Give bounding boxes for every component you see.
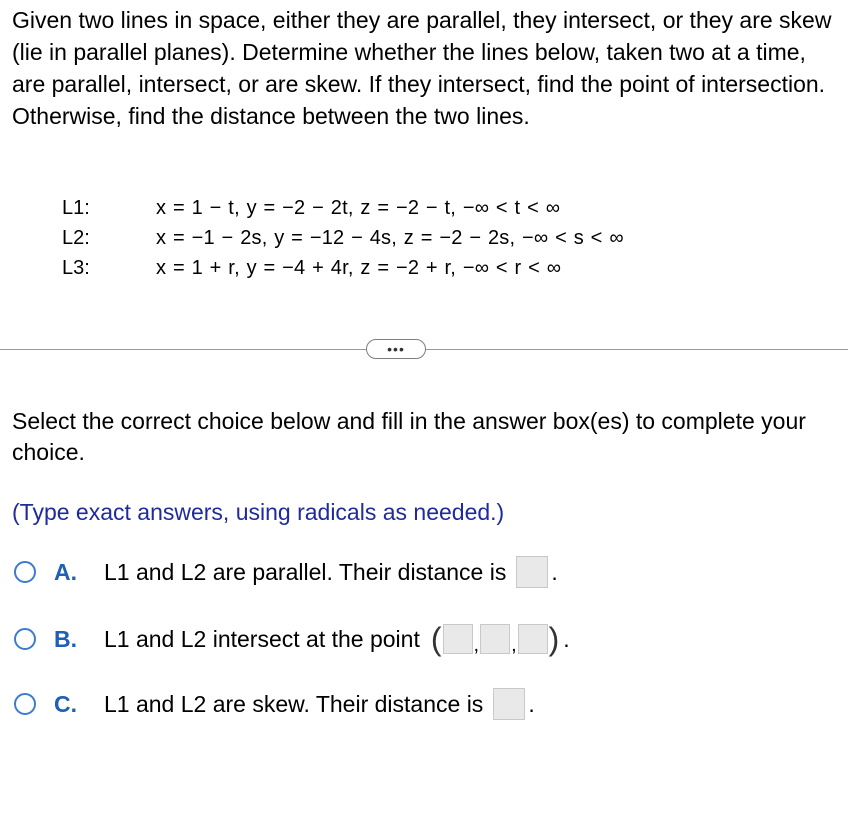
line-equation: x = 1 + r, y = −4 + 4r, z = −2 + r, −∞ < r < ∞ — [156, 257, 562, 279]
line-label: L1: — [62, 197, 90, 219]
line-label: L3: — [62, 257, 90, 279]
line-row-l3 — [62, 253, 624, 283]
point-x-answer-box[interactable] — [443, 624, 473, 654]
choice-letter: A. — [54, 558, 77, 585]
distance-answer-box[interactable] — [516, 556, 548, 588]
choice-text: L1 and L2 intersect at the point — [104, 625, 420, 652]
period: . — [528, 690, 535, 717]
close-paren: ) — [548, 621, 560, 657]
choice-a-radio[interactable] — [14, 561, 36, 583]
instruction-text: Select the correct choice below and fill in the answer box(es) to complete your choice. — [12, 408, 806, 465]
line-label: L2: — [62, 227, 90, 249]
choice-text: L1 and L2 are skew. Their distance is — [104, 690, 484, 717]
period: . — [563, 625, 570, 652]
choice-b-radio[interactable] — [14, 628, 36, 650]
line-equation: x = 1 − t, y = −2 − 2t, z = −2 − t, −∞ < t < ∞ — [156, 197, 561, 219]
line-row-l1 — [62, 193, 624, 223]
choice-letter: B. — [54, 625, 77, 652]
problem-prompt: Given two lines in space, either they are parallel, they intersect, or they are skew (lie in parallel planes). Determine whether the lines below, taken two at a time, are parallel, intersect, or are skew. If they intersect, find the point of intersection. Otherwise, find the distance between the two lines. — [12, 7, 832, 129]
distance-answer-box[interactable] — [493, 688, 525, 720]
comma: , — [511, 634, 517, 656]
point-z-answer-box[interactable] — [518, 624, 548, 654]
choice-a[interactable] — [14, 555, 558, 589]
choice-c[interactable] — [14, 687, 535, 721]
choice-letter: C. — [54, 690, 77, 717]
line-equation: x = −1 − 2s, y = −12 − 4s, z = −2 − 2s, −∞ < s < ∞ — [156, 227, 624, 249]
answer-format-note: (Type exact answers, using radicals as needed.) — [12, 499, 505, 525]
comma: , — [473, 634, 480, 656]
expand-button[interactable]: ••• — [366, 339, 426, 359]
choice-c-radio[interactable] — [14, 693, 36, 715]
choice-text: L1 and L2 are parallel. Their distance is — [104, 558, 507, 585]
open-paren: ( — [430, 621, 442, 657]
line-row-l2 — [62, 223, 624, 253]
choice-b[interactable] — [14, 622, 570, 656]
line-equations — [62, 193, 624, 283]
period: . — [551, 558, 558, 585]
point-y-answer-box[interactable] — [480, 624, 510, 654]
